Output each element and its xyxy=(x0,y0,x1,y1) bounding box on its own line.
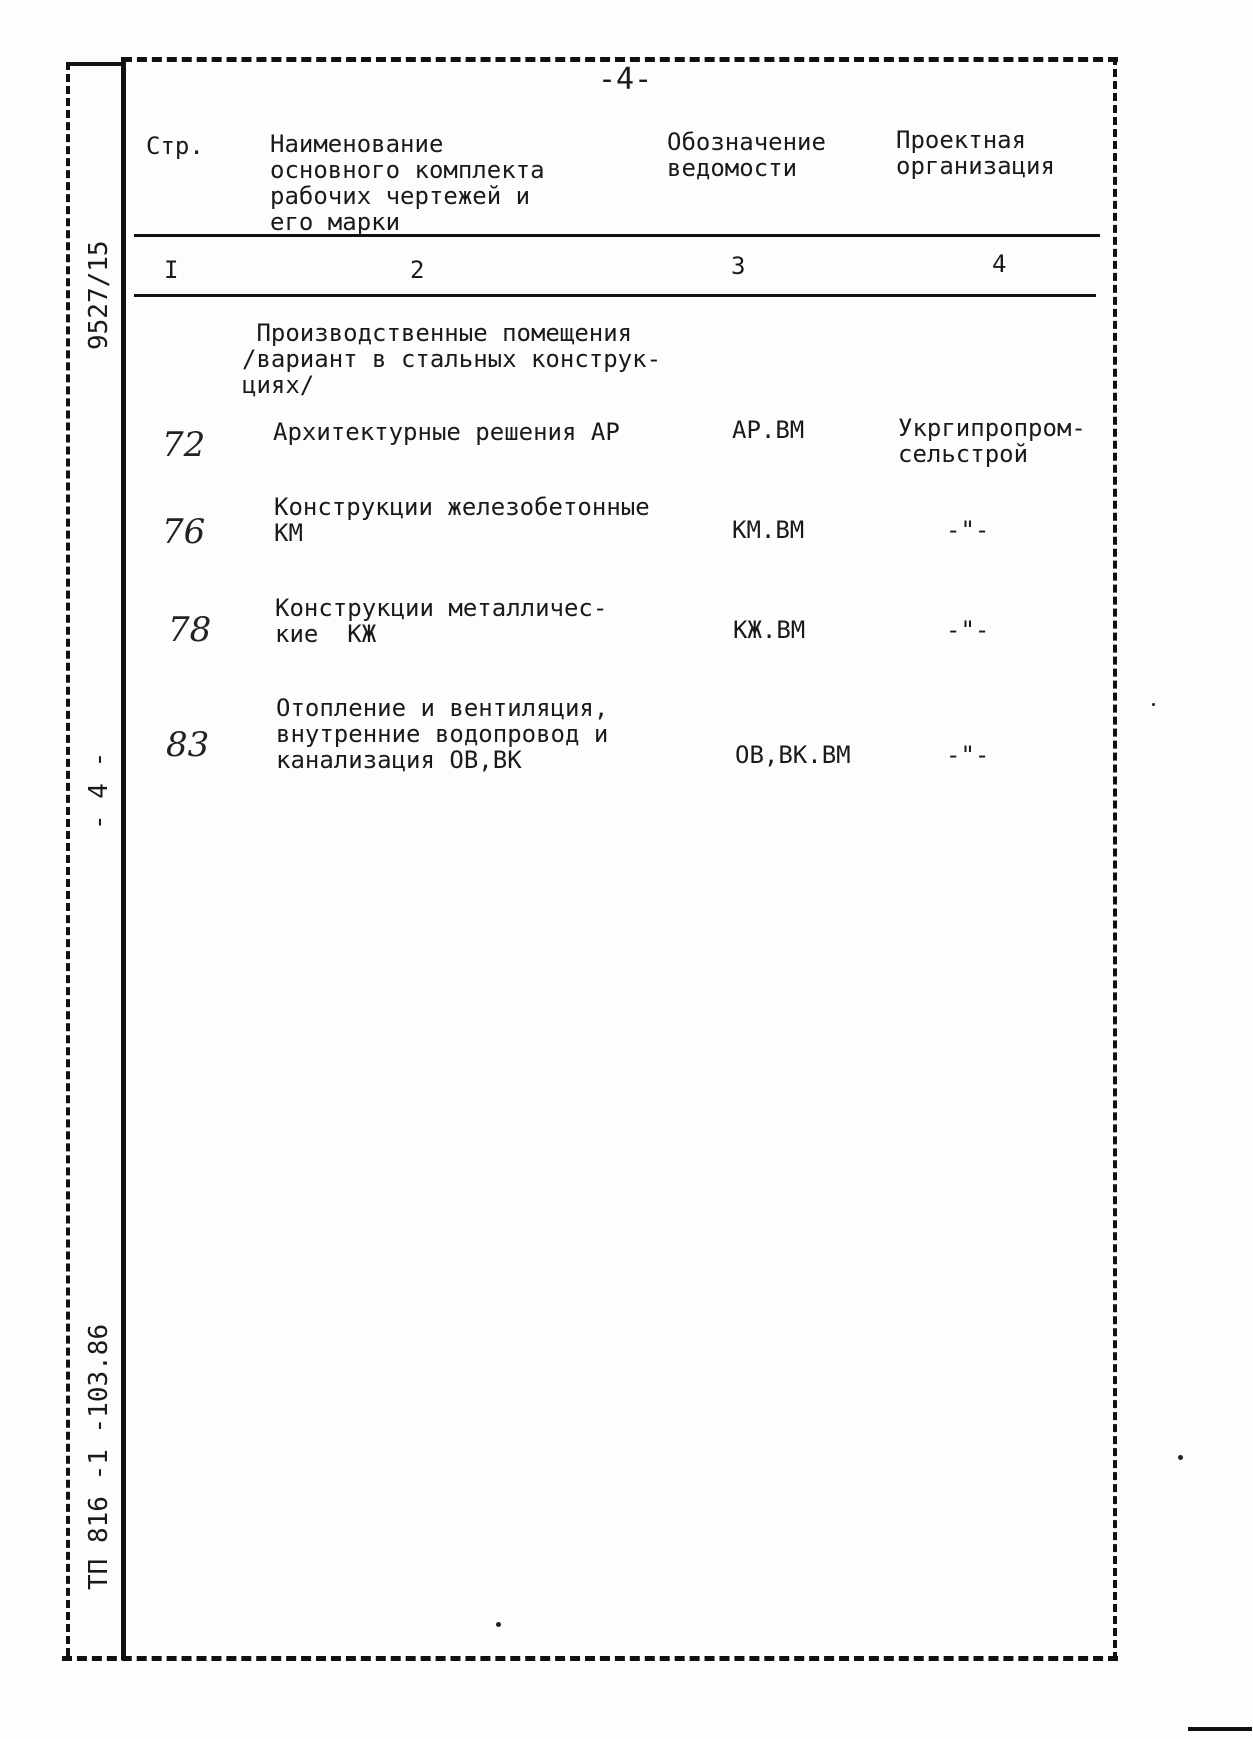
row-3-org: -"- xyxy=(946,616,990,644)
row-4-name: Отопление и вентиляция, внутренние водопровод и канализация ОВ,ВК xyxy=(276,694,609,774)
header-col-code: Обозначение ведомости xyxy=(667,128,826,182)
row-2-org: -"- xyxy=(946,516,990,544)
row-3-name: Конструкции металличес- кие КЖ xyxy=(275,594,608,648)
frame-left-border xyxy=(121,57,126,1660)
margin-top-border xyxy=(66,62,122,66)
row-3-page: 78 xyxy=(168,610,212,650)
row-1-code: АР.ВМ xyxy=(732,416,805,444)
header-col-name: Наименование основного комплекта рабочих чертежей и его марки xyxy=(270,130,545,236)
row-2-code: КМ.ВМ xyxy=(732,516,805,544)
side-document-number: 9527/15 xyxy=(84,240,114,350)
page-number: -4- xyxy=(598,62,653,97)
column-number-2: 2 xyxy=(410,256,425,284)
frame-right-border xyxy=(1113,57,1117,1660)
row-1-name: Архитектурные решения АР xyxy=(273,418,620,446)
corner-mark xyxy=(1188,1727,1252,1731)
header-col-org: Проектная организация xyxy=(896,126,1055,180)
header-col-page: Стр. xyxy=(146,132,204,160)
header-divider xyxy=(134,234,1100,237)
row-2-name: Конструкции железобетонные КМ xyxy=(274,493,650,547)
scan-speck xyxy=(1152,703,1155,706)
row-4-org: -"- xyxy=(946,741,990,769)
margin-left-border xyxy=(66,62,70,1656)
column-number-1: I xyxy=(164,256,179,284)
column-numbers-divider xyxy=(134,294,1096,297)
scan-speck xyxy=(1178,1455,1183,1460)
side-project-code: ТП 816 -1 -103.86 xyxy=(84,1323,114,1590)
column-number-3: 3 xyxy=(731,252,746,280)
row-3-code: КЖ.ВМ xyxy=(733,616,806,644)
scan-speck xyxy=(496,1622,501,1627)
row-1-org: Укргипропром- сельстрой xyxy=(898,414,1086,468)
section-title: Производственные помещения /вариант в стальных конструк- циях/ xyxy=(242,319,662,399)
row-4-page: 83 xyxy=(166,725,210,765)
column-number-4: 4 xyxy=(992,250,1007,278)
frame-bottom-border xyxy=(62,1656,1118,1661)
row-2-page: 76 xyxy=(162,512,206,552)
row-4-code: ОВ,ВК.ВМ xyxy=(735,741,851,769)
row-1-page: 72 xyxy=(162,425,206,465)
side-page-mark: - 4 - xyxy=(84,751,114,830)
